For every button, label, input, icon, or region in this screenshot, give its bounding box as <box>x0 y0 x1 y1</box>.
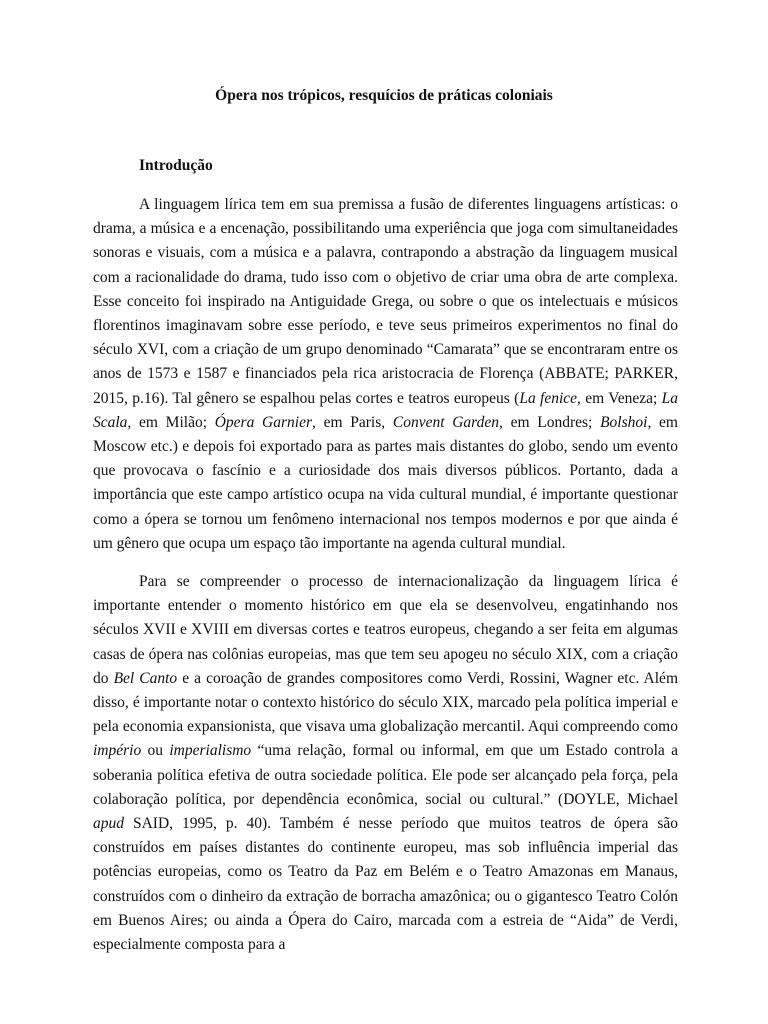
paragraph-text: SAID, 1995, p. 40). Também é nesse período que muitos teatros de ópera são construídos em países distantes do continente europeu, mas sob influência imperial das potências europeias, como os Teatro da Paz em Belém e o Teatro Amazonas em Manaus, construídos com o dinheiro da extração de borracha amazônica; ou o gigantesco Teatro Colón em Buenos Aires; ou ainda a Ópera do Cairo, marcada com a estreia de “Aida” de Verdi, especialmente composta para a <box>93 815 678 954</box>
section-heading: Introdução <box>139 157 213 174</box>
paragraph-text: em Londres; <box>502 413 601 431</box>
italic-term: imperialismo <box>169 742 252 760</box>
paragraph-text: , em Paris, <box>312 413 393 431</box>
italic-term: Bolshoi, <box>600 413 652 431</box>
paragraph-text: ou <box>141 742 170 760</box>
document-title: Ópera nos trópicos, resquícios de práticas coloniais <box>215 87 553 104</box>
italic-term: apud <box>93 815 124 833</box>
paragraph-text: em Milão; <box>131 413 215 431</box>
paragraph-text: A linguagem lírica tem em sua premissa a fusão de diferentes linguagens artísticas: o drama, a música e a encenação, possibilitando uma experiência que joga com simultaneidades sonoras e visuais, com a música e a palavra, contrapondo a abstração da linguagem musical com a racionalidade do drama, tudo isso com o objetivo de criar uma obra de arte complexa. Esse conceito foi inspirado na Antiguidade Grega, ou sobre o que os intelectuais e músicos florentinos imaginavam sobre esse período, e teve seus primeiros experimentos no final do século XVI, com a criação de um grupo denominado “Camarata” que se encontraram entre os anos de 1573 e 1587 e financiados pela rica aristocracia de Florença (ABBATE; PARKER, 2015, p.16). Tal gênero se espalhou pelas cortes e teatros europeus ( <box>93 196 678 407</box>
italic-term: La fenice, <box>519 389 581 407</box>
italic-term: La Scala, <box>93 389 678 431</box>
italic-term: império <box>93 742 142 760</box>
paragraph-text: em Veneza; <box>580 389 662 407</box>
paragraph-text: em Moscow etc.) e depois foi exportado para as partes mais distantes do globo, sendo um evento que provocava o fascínio e a curiosidade dos mais diversos públicos. Portanto, dada a importância que este campo artístico ocupa na vida cultural mundial, é importante questionar como a ópera se tornou um fenômeno internacional nos tempos modernos e por que ainda é um gênero que ocupa um espaço tão importante na agenda cultural mundial. <box>93 413 678 552</box>
italic-term: Bel Canto <box>113 669 178 687</box>
italic-term: Ópera Garnier <box>214 413 313 431</box>
paragraph-introduction-2 <box>93 570 678 957</box>
paragraph-text: e a coroação de grandes compositores como Verdi, Rossini, Wagner etc. Além disso, é importante notar o contexto histórico do século XIX, marcado pela política imperial e pela economia expansionista, que visava uma globalização mercantil. Aqui compreendo como <box>93 669 678 736</box>
paragraph-text: “uma relação, formal ou informal, em que um Estado controla a soberania política efetiva de outra sociedade política. Ele pode ser alcançado pela força, pela colaboração política, por dependência econômica, social ou cultural.” (DOYLE, Michael <box>93 742 678 808</box>
italic-term: Convent Garden, <box>392 413 503 431</box>
paragraph-text: Para se compreender o processo de internacionalização da linguagem lírica é importante entender o momento histórico em que ela se desenvolveu, engatinhando nos séculos XVII e XVIII em diversas cortes e teatros europeus, chegando a ser feita em algumas casas de ópera nas colônias europeias, mas que tem seu apogeu no século XIX, com a criação do <box>93 573 678 687</box>
